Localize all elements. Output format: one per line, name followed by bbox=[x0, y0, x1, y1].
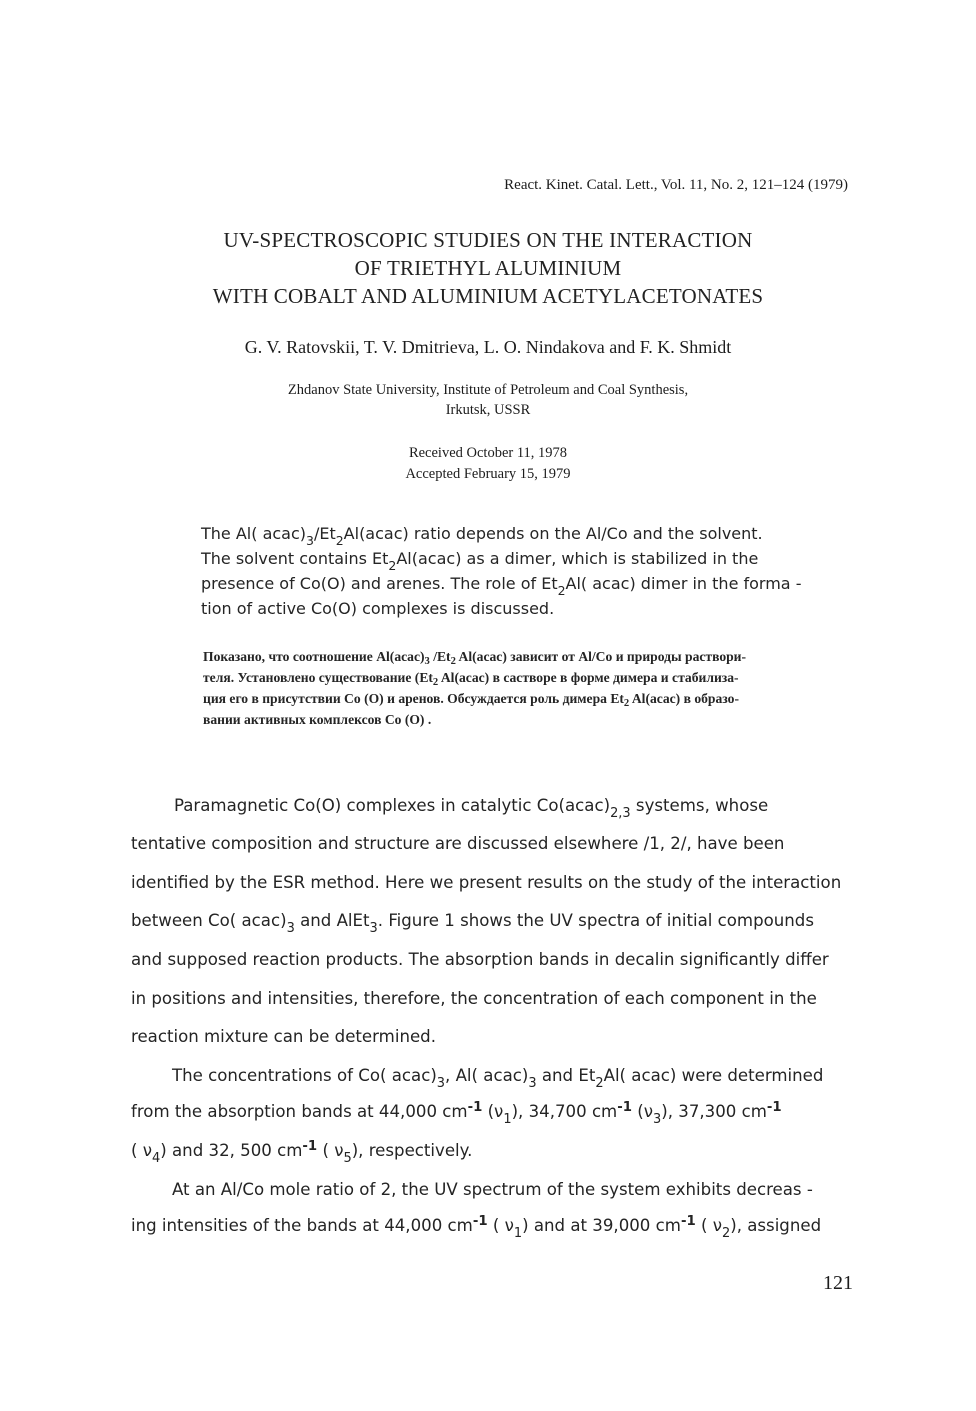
title-line-2: OF TRIETHYL ALUMINIUM bbox=[354, 256, 622, 280]
title-line-1: UV-SPECTROSCOPIC STUDIES ON THE INTERACTION bbox=[223, 228, 753, 252]
abstract-en-line-1: The Al( $acac)_3/Et_2Al(acac)$ ratio depends on the Al/Co and the solvent. bbox=[201, 524, 763, 548]
body-line-2: tentative composition and structure are discussed elsewhere /1, 2/, have been bbox=[131, 834, 785, 853]
journal-reference: React. Kinet. Catal. Lett., Vol. 11, No. 2, 121–124 (1979) bbox=[504, 177, 848, 193]
body-line-8: The concentrations of Co( $acac)_3$, Al( $acac)_3$ and $Et_2Al$( acac) were determined bbox=[172, 1066, 824, 1091]
affiliation-line-1: Zhdanov State University, Institute of Petroleum and Coal Synthesis, bbox=[287, 382, 689, 398]
body-line-6: in positions and intensities, therefore, the concentration of each component in the bbox=[131, 989, 817, 1008]
body-line-4: between Co( $acac)_3$ and AlEt$_3$. Figure 1 shows the UV spectra of initial compounds bbox=[131, 911, 814, 936]
abstract-ru-line-2: теля. Установлено существование ($Et_2$ Al(acac) в састворе в форме димера и стабилиза- bbox=[203, 670, 739, 688]
page-number: 121 bbox=[823, 1272, 853, 1294]
abstract-ru-line-1: Показано, что соотношение $Al(acac)_3$ $/Et_2$ Al(acac) зависит от Al/Co и природы раствори- bbox=[203, 649, 747, 667]
body-line-11: At an Al/Co mole ratio of 2, the UV spectrum of the system exhibits decreas - bbox=[172, 1180, 813, 1199]
body-line-3: identified by the ESR method. Here we present results on the study of the interaction bbox=[131, 873, 842, 892]
title-line-3: WITH COBALT AND ALUMINIUM ACETYLACETONATES bbox=[212, 284, 764, 308]
abstract-en-line-4: tion of active Co(O) complexes is discussed. bbox=[201, 599, 555, 618]
abstract-ru-line-3: ция его в присутствии Co (O) и аренов. Обсуждается роль димера $Et_2$ Al(acac) в образо- bbox=[203, 691, 739, 709]
body-line-12: ing intensities of the bands at 44,000 $cm^{-1}$ ( $\nu_1$) and at 39,000 $cm^{-1}$ ( $\nu_2$), assigned bbox=[131, 1214, 822, 1241]
body-line-10: ( $\nu_4$) and 32, 500 $cm^{-1}$ ( $\nu_5$), respectively. bbox=[131, 1139, 473, 1166]
abstract-ru-line-4: вании активных комплексов Co (O) . bbox=[203, 712, 432, 727]
abstract-en-line-2: The solvent contains $Et_2Al(acac)$ as a dimer, which is stabilized in the bbox=[201, 549, 759, 573]
affiliation-line-2: Irkutsk, USSR bbox=[445, 402, 531, 418]
abstract-en-line-3: presence of Co(O) and arenes. The role of $Et_2Al$( acac) dimer in the forma - bbox=[201, 574, 802, 598]
body-line-1: Paramagnetic Co(O) complexes in catalytic $Co(acac)_{2,3}$ systems, whose bbox=[174, 796, 769, 821]
body-line-5: and supposed reaction products. The absorption bands in decalin significantly differ bbox=[131, 950, 829, 969]
body-line-7: reaction mixture can be determined. bbox=[131, 1027, 436, 1046]
authors: G. V. Ratovskii, T. V. Dmitrieva, L. O. Nindakova and F. K. Shmidt bbox=[244, 337, 732, 357]
received-date: Received October 11, 1978 bbox=[408, 445, 568, 461]
body-line-9: from the absorption bands at 44,000 $cm^{-1}$ $(\nu_1)$, 34,700 $cm^{-1}$ $(\nu_3)$, 37,300 $cm^{-1}$ bbox=[131, 1100, 782, 1127]
accepted-date: Accepted February 15, 1979 bbox=[405, 466, 571, 482]
